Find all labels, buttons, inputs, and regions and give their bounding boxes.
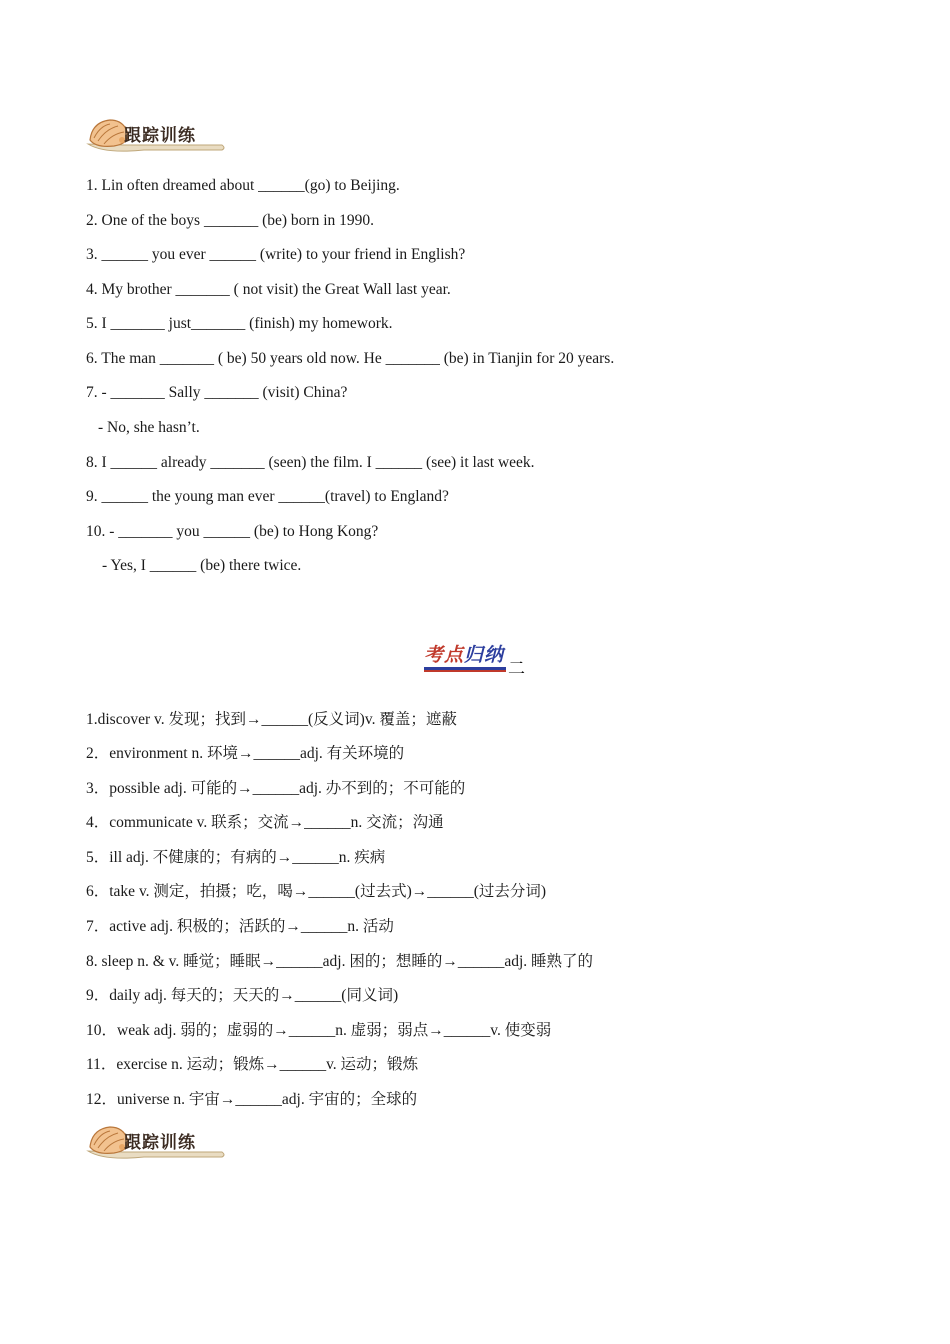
vocab-item: 11．exercise n. 运动；锻炼→______v. 运动；锻炼	[86, 1056, 419, 1073]
vocab-item: 4．communicate v. 联系；交流→______n. 交流；沟通	[86, 814, 444, 831]
vocab-item: 8. sleep n. & v. 睡觉；睡眠→______adj. 困的；想睡的→______adj. 睡熟了的	[86, 953, 594, 970]
section-title-underline-red	[424, 670, 506, 672]
practice-banner-label: 跟踪训练	[124, 126, 196, 146]
vocab-item: 2．environment n. 环境→______adj. 有关环境的	[86, 745, 405, 762]
section-number: 二	[508, 659, 525, 679]
exercise-item: 7. - _______ Sally _______ (visit) China?	[86, 384, 348, 401]
practice-banner-bottom	[84, 1121, 226, 1161]
exercise-item: 10. - _______ you ______ (be) to Hong Kong?	[86, 523, 379, 540]
exercise-item: 1. Lin often dreamed about ______(go) to Beijing.	[86, 177, 400, 194]
vocab-item: 7．active adj. 积极的；活跃的→______n. 活动	[86, 918, 394, 935]
exercise-item: 5. I _______ just_______ (finish) my homework.	[86, 315, 393, 332]
vocab-item: 3．possible adj. 可能的→______adj. 办不到的；不可能的	[86, 780, 466, 797]
practice-banner-label: 跟踪训练	[124, 1133, 196, 1153]
vocab-item: 10．weak adj. 弱的；虚弱的→______n. 虚弱；弱点→______v. 使变弱	[86, 1022, 552, 1039]
exercise-item: 3. ______ you ever ______ (write) to your friend in English?	[86, 246, 466, 263]
exercise-answer: - Yes, I ______ (be) there twice.	[102, 557, 302, 574]
exercise-item: 8. I ______ already _______ (seen) the film. I ______ (see) it last week.	[86, 454, 535, 471]
exercise-item: 4. My brother _______ ( not visit) the Great Wall last year.	[86, 281, 451, 298]
vocab-item: 9．daily adj. 每天的；天天的→______(同义词)	[86, 987, 399, 1004]
vocab-item: 5．ill adj. 不健康的；有病的→______n. 疾病	[86, 849, 386, 866]
practice-banner-top	[84, 114, 226, 154]
exercise-item: 9. ______ the young man ever ______(travel) to England?	[86, 488, 449, 505]
vocab-item: 1.discover v. 发现；找到→______(反义词)v. 覆盖；遮蔽	[86, 711, 457, 728]
section-title	[424, 640, 534, 680]
exercise-item: 6. The man _______ ( be) 50 years old now. He _______ (be) in Tianjin for 20 years.	[86, 350, 615, 367]
vocab-item: 6．take v. 测定，拍摄；吃，喝→______(过去式)→______(过去分词)	[86, 883, 547, 900]
section-title-text: 考点归纳	[424, 644, 505, 666]
exercise-answer: - No, she hasn’t.	[98, 419, 200, 436]
vocab-item: 12．universe n. 宇宙→______adj. 宇宙的；全球的	[86, 1091, 418, 1108]
exercise-item: 2. One of the boys _______ (be) born in 1990.	[86, 212, 374, 229]
